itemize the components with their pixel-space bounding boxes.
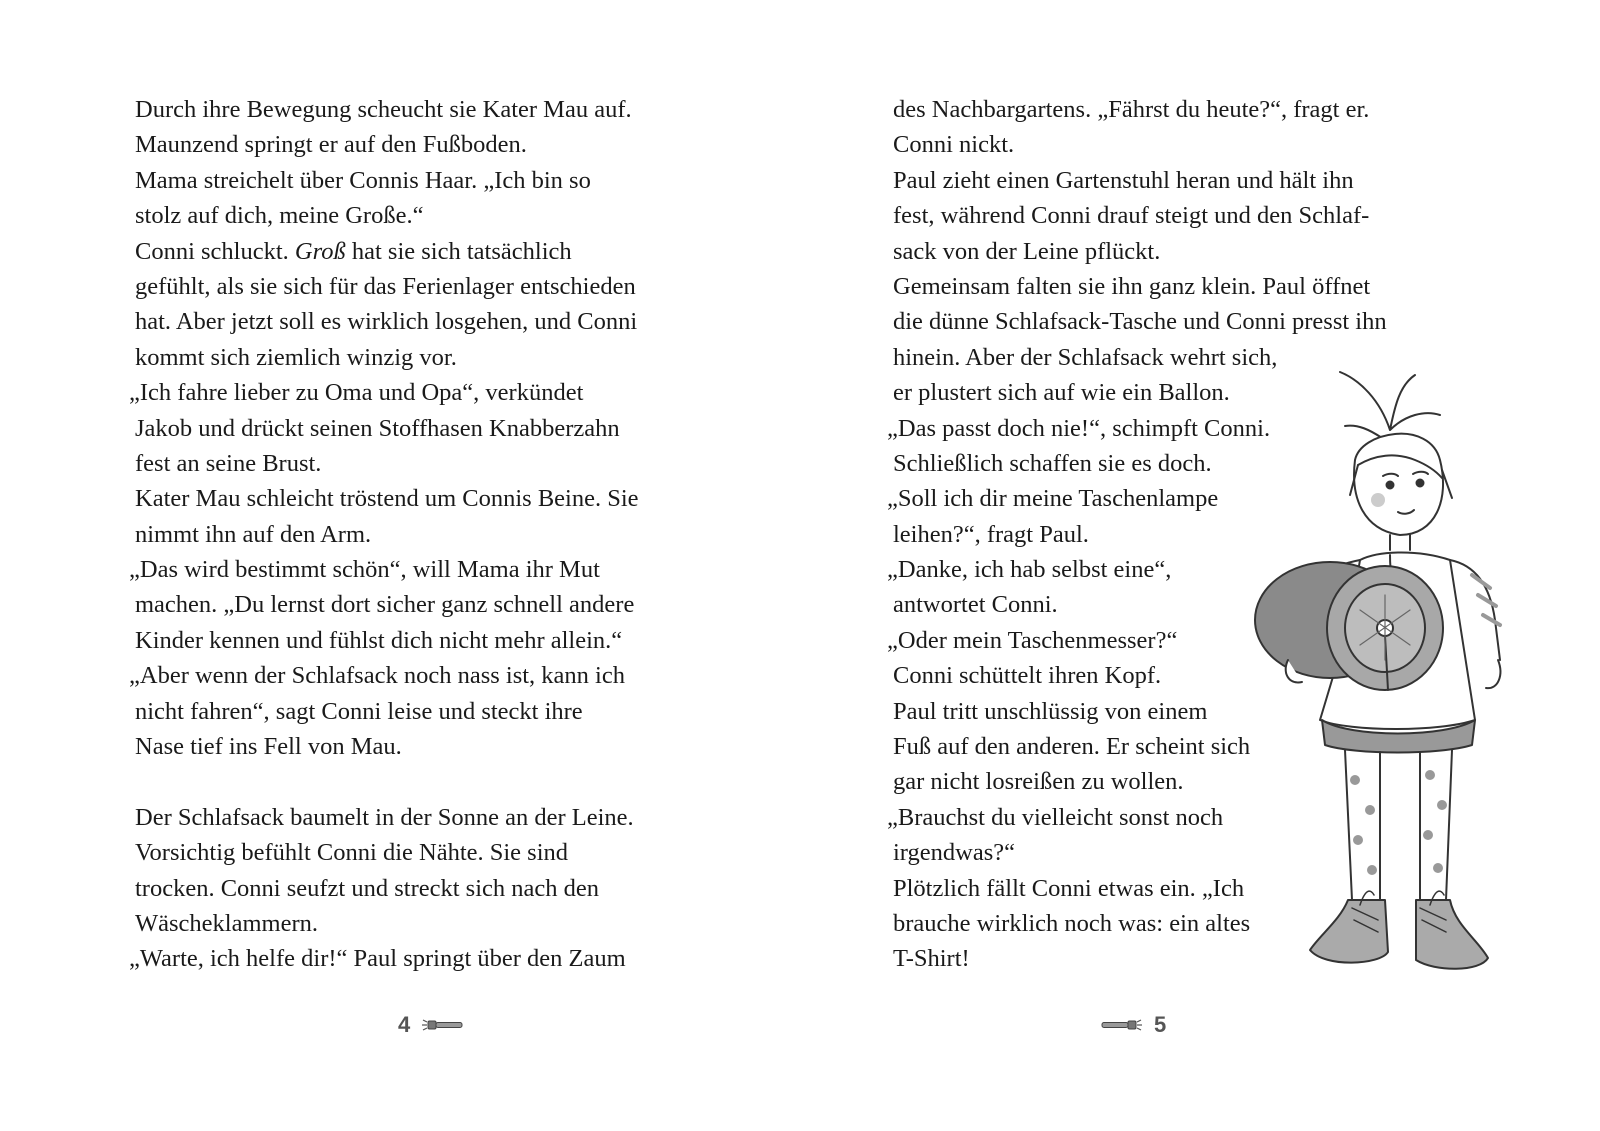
text-line: Schließlich schaffen sie es doch. [893,449,1212,477]
text-line: die dünne Schlafsack-Tasche und Conni presst ihn [893,308,1387,336]
text-line: „Warte, ich helfe dir!“ Paul springt über den Zaum [129,945,626,973]
text-line: Plötzlich fällt Conni etwas ein. „Ich [893,874,1245,902]
text-line: nicht fahren“, sagt Conni leise und steckt ihre [135,697,583,725]
text-line: Mama streichelt über Connis Haar. „Ich bin so [135,166,591,194]
page-number: 4 [398,1012,411,1037]
text-line: brauche wirklich noch was: ein altes [893,909,1251,937]
text-line: irgendwas?“ [893,839,1015,867]
text-line: hinein. Aber der Schlafsack wehrt sich, [893,343,1278,371]
text-fragment: hat sie sich tatsächlich [351,237,572,265]
text-line: Conni schüttelt ihren Kopf. [893,662,1162,690]
text-line: Nase tief ins Fell von Mau. [135,733,402,761]
text-line: des Nachbargartens. „Fährst du heute?“, fragt er. [893,96,1370,123]
text-line: Wäscheklammern. [135,909,318,937]
text-line: „Oder mein Taschenmesser?“ [887,626,1178,654]
text-line: „Soll ich dir meine Taschenlampe [887,485,1219,513]
text-line: gar nicht losreißen zu wollen. [893,768,1184,796]
text-line: nimmt ihn auf den Arm. [135,520,372,548]
text-line: er plustert sich auf wie ein Ballon. [893,379,1230,407]
text-line: Paul tritt unschlüssig von einem [893,697,1208,725]
text-line: trocken. Conni seufzt und streckt sich nach den [135,874,600,902]
text-line: antwortet Conni. [893,591,1058,619]
text-line: „Danke, ich hab selbst eine“, [887,556,1172,584]
text-line: stolz auf dich, meine Große.“ [135,202,424,230]
text-line: machen. „Du lernst dort sicher ganz schnell andere [135,591,635,619]
right-page-folio [1100,1012,1166,1038]
text-line: Durch ihre Bewegung scheucht sie Kater Mau auf. [135,96,632,123]
text-line: fest an seine Brust. [135,449,322,477]
text-line: fest, während Conni drauf steigt und den Schlaf- [893,202,1370,230]
left-page-text [129,92,639,977]
text-line: „Aber wenn der Schlafsack noch nass ist, kann ich [129,662,625,690]
paragraph-break [135,764,639,799]
text-line: gefühlt, als sie sich für das Ferienlager entschieden [135,272,636,300]
text-line: Jakob und drückt seinen Stoffhasen Knabberzahn [135,414,620,442]
text-line: Kater Mau schleicht tröstend um Connis Beine. Sie [135,485,639,513]
left-page-folio [398,1012,464,1038]
text-line: Vorsichtig befühlt Conni die Nähte. Sie sind [135,839,569,867]
text-line: „Das passt doch nie!“, schimpft Conni. [887,414,1271,442]
text-line: Maunzend springt er auf den Fußboden. [135,131,527,159]
right-page [800,0,1600,1131]
text-line: Der Schlafsack baumelt in der Sonne an der Leine. [135,803,634,831]
text-line: Paul zieht einen Gartenstuhl heran und hält ihn [893,166,1354,194]
text-line: Kinder kennen und fühlst dich nicht mehr allein.“ [135,626,623,654]
flashlight-icon [422,1017,464,1033]
girl-with-sleeping-bag-illustration [1240,360,1560,990]
text-line: „Das wird bestimmt schön“, will Mama ihr Mut [129,556,600,584]
flashlight-icon [1100,1017,1142,1033]
text-line: T-Shirt! [893,945,970,973]
page-number: 5 [1154,1012,1167,1037]
text-line: kommt sich ziemlich winzig vor. [135,343,457,371]
text-line: Fuß auf den anderen. Er scheint sich [893,733,1251,761]
text-line: hat. Aber jetzt soll es wirklich losgehen, und Conni [135,308,638,336]
text-line: leihen?“, fragt Paul. [893,520,1089,548]
text-line: „Ich fahre lieber zu Oma und Opa“, verkündet [129,379,584,407]
text-line-with-italic [135,234,639,269]
text-line: „Brauchst du vielleicht sonst noch [887,803,1224,831]
italic-word: Groß [294,237,346,265]
text-fragment: Conni schluckt. [135,237,295,265]
text-line: Conni nickt. [893,131,1015,159]
text-line: sack von der Leine pflückt. [893,237,1161,265]
text-line: Gemeinsam falten sie ihn ganz klein. Paul öffnet [893,272,1371,300]
